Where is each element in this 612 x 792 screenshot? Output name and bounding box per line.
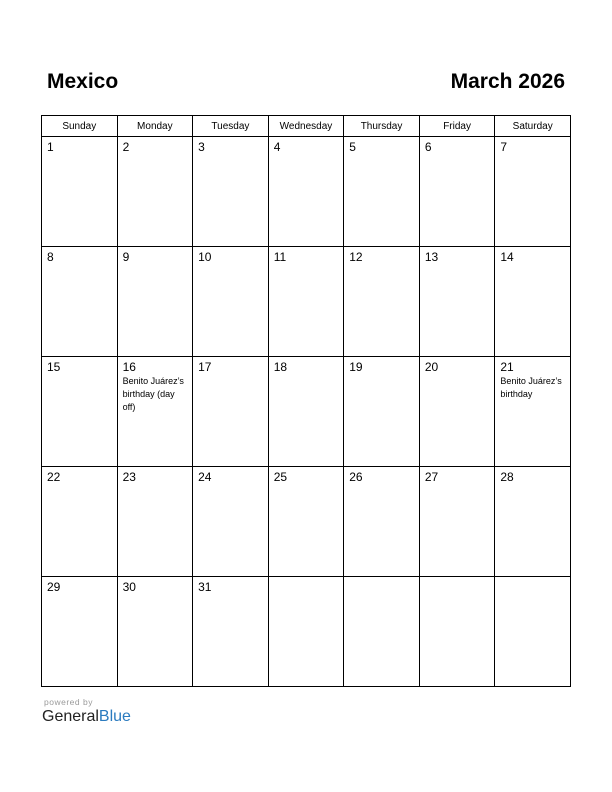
day-cell [344, 357, 420, 467]
day-number: 22 [47, 470, 61, 484]
day-number [420, 577, 495, 580]
generalblue-logo[interactable] [42, 708, 131, 726]
day-cell [268, 357, 344, 467]
day-number: 1 [47, 140, 54, 154]
day-cell [117, 577, 193, 687]
day-number [495, 577, 570, 580]
day-number: 26 [349, 470, 363, 484]
week-row [42, 137, 571, 247]
day-cell [193, 577, 269, 687]
day-cell [268, 137, 344, 247]
powered-by-label: powered by [44, 697, 93, 707]
day-number: 17 [198, 360, 212, 374]
day-number: 11 [273, 250, 287, 264]
day-number: 3 [198, 140, 205, 154]
day-number: 27 [424, 470, 439, 484]
weekday-sunday: Sunday [42, 116, 118, 137]
weekday-wednesday: Wednesday [268, 116, 344, 137]
day-cell [344, 247, 420, 357]
day-cell [344, 577, 420, 687]
day-cell [419, 137, 495, 247]
day-cell [193, 247, 269, 357]
holiday-event: Benito Juárez’s birthday (day off) [122, 376, 184, 412]
day-cell [268, 247, 344, 357]
day-number: 30 [122, 580, 136, 594]
day-cell [42, 467, 118, 577]
day-cell [268, 467, 344, 577]
day-number: 24 [198, 470, 212, 484]
day-number: 18 [273, 360, 288, 374]
day-number: 19 [349, 360, 363, 374]
day-number: 20 [424, 360, 439, 374]
month-title: March 2026 [450, 70, 565, 93]
day-number: 2 [122, 140, 130, 154]
holiday-event: Benito Juárez’s birthday [500, 376, 562, 399]
day-number: 28 [500, 470, 514, 484]
weekday-tuesday: Tuesday [193, 116, 269, 137]
week-row [42, 247, 571, 357]
day-number: 8 [47, 250, 54, 264]
day-cell [117, 247, 193, 357]
weekday-monday: Monday [117, 116, 193, 137]
day-cell [495, 357, 571, 467]
day-cell [419, 357, 495, 467]
weekday-friday: Friday [419, 116, 495, 137]
day-number [344, 577, 419, 580]
day-cell [268, 577, 344, 687]
day-number: 13 [424, 250, 439, 264]
weekday-thursday: Thursday [344, 116, 420, 137]
day-number: 23 [122, 470, 136, 484]
day-cell [495, 467, 571, 577]
day-cell [344, 467, 420, 577]
country-title: Mexico [47, 70, 119, 93]
brand-part-general: General [42, 708, 99, 725]
day-number: 29 [47, 580, 61, 594]
day-number: 5 [349, 140, 356, 154]
day-cell [193, 137, 269, 247]
day-cell [419, 467, 495, 577]
day-number: 21 [500, 360, 514, 374]
week-row [42, 357, 571, 467]
day-cell [193, 467, 269, 577]
calendar-grid [41, 115, 571, 687]
day-number: 12 [349, 250, 363, 264]
day-cell [495, 137, 571, 247]
day-cell [495, 247, 571, 357]
day-number: 10 [198, 250, 212, 264]
day-number: 25 [273, 470, 288, 484]
weekday-saturday: Saturday [495, 116, 571, 137]
day-cell [42, 247, 118, 357]
day-number: 9 [122, 250, 130, 264]
day-cell [419, 247, 495, 357]
day-number: 14 [500, 250, 514, 264]
day-number: 7 [500, 140, 508, 154]
day-cell [344, 137, 420, 247]
day-number: 15 [47, 360, 61, 374]
day-cell [42, 137, 118, 247]
day-cell [495, 577, 571, 687]
day-cell [193, 357, 269, 467]
day-number: 31 [198, 580, 212, 594]
day-number: 4 [273, 140, 281, 154]
day-cell [42, 577, 118, 687]
weekday-header-row [42, 116, 571, 137]
brand-part-blue: Blue [98, 708, 131, 725]
day-cell [42, 357, 118, 467]
day-number [269, 577, 344, 580]
day-number: 6 [424, 140, 432, 154]
day-cell [117, 357, 193, 467]
week-row [42, 467, 571, 577]
day-number: 16 [122, 360, 136, 374]
day-cell [419, 577, 495, 687]
day-cell [117, 137, 193, 247]
day-cell [117, 467, 193, 577]
week-row [42, 577, 571, 687]
